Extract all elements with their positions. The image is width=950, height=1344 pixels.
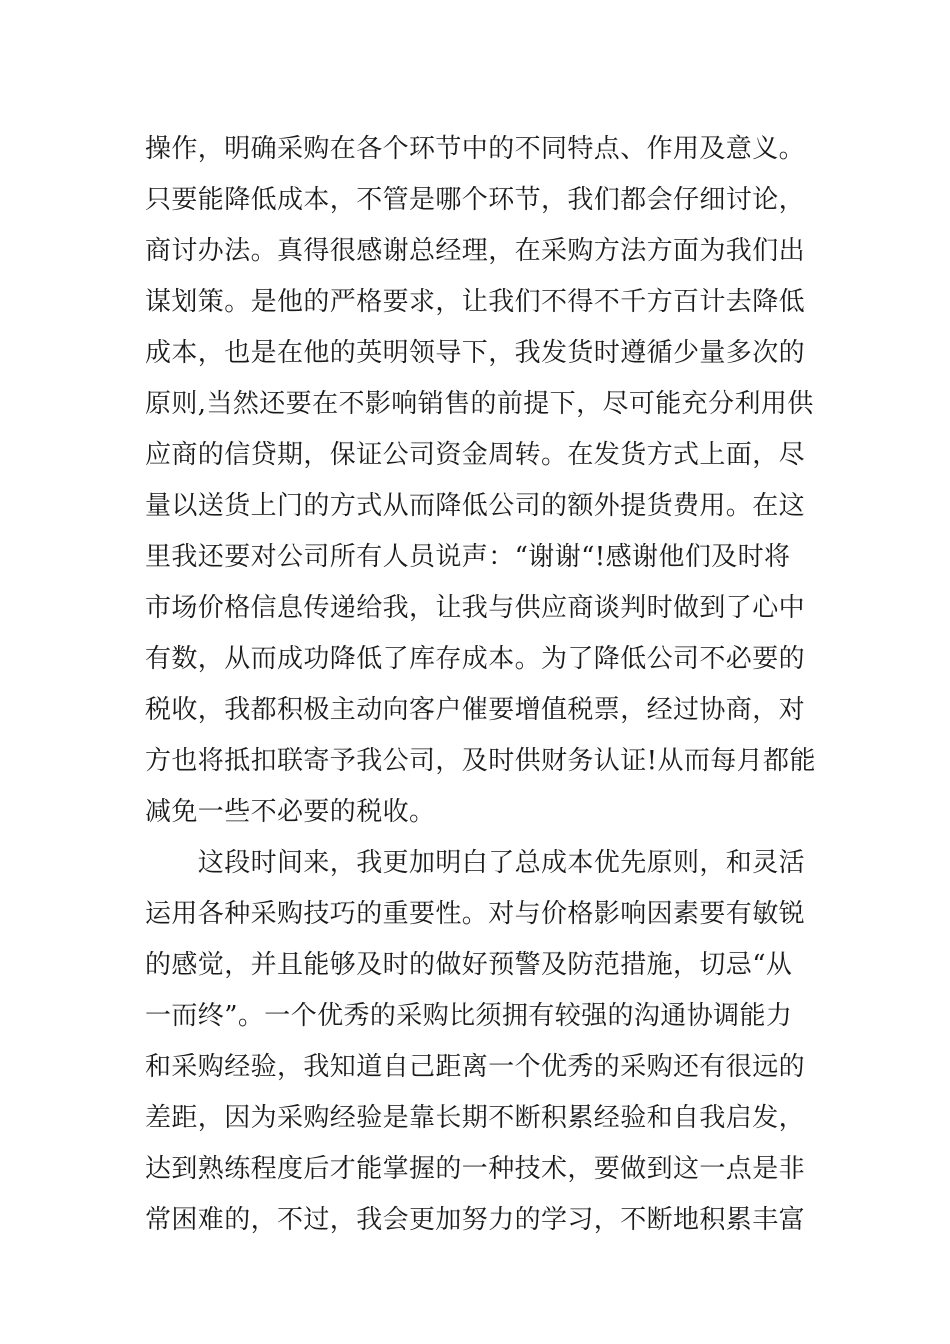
- text-line: 减免一些不必要的税收。: [145, 797, 436, 827]
- text-line: 市场价格信息传递给我，让我与供应商谈判时做到了心中: [145, 593, 806, 623]
- text-line: 量以送货上门的方式从而降低公司的额外提货费用。在这: [145, 491, 806, 521]
- text-line: 运用各种采购技巧的重要性。对与价格影响因素要有敏锐: [145, 899, 806, 929]
- body-text: [145, 124, 816, 1246]
- text-line: 的感觉，并且能够及时的做好预警及防范措施，切忌“从: [145, 950, 793, 980]
- text-line: 差距，因为采购经验是靠长期不断积累经验和自我启发，: [145, 1103, 806, 1133]
- text-line: 应商的信贷期，保证公司资金周转。在发货方式上面，尽: [145, 440, 806, 470]
- paragraph-start-line: 这段时间来，我更加明白了总成本优先原则，和灵活: [145, 848, 806, 878]
- text-line: 税收，我都积极主动向客户催要增值税票，经过协商，对: [145, 695, 806, 725]
- text-line: 和采购经验，我知道自己距离一个优秀的采购还有很远的: [145, 1052, 806, 1082]
- text-line: 达到熟练程度后才能掌握的一种技术，要做到这一点是非: [145, 1154, 806, 1184]
- text-line: 只要能降低成本，不管是哪个环节，我们都会仔细讨论，: [145, 185, 806, 215]
- text-line: 操作，明确采购在各个环节中的不同特点、作用及意义。: [145, 134, 806, 164]
- text-line: 原则,当然还要在不影响销售的前提下，尽可能充分利用供: [145, 389, 814, 419]
- text-line: 常困难的，不过，我会更加努力的学习，不断地积累丰富: [145, 1205, 806, 1235]
- text-line: 谋划策。是他的严格要求，让我们不得不千方百计去降低: [145, 287, 806, 317]
- text-line: 里我还要对公司所有人员说声：“谢谢“!感谢他们及时将: [145, 542, 791, 572]
- text-line: 商讨办法。真得很感谢总经理，在采购方法方面为我们出: [145, 236, 806, 266]
- text-line: 一而终”。一个优秀的采购比须拥有较强的沟通协调能力: [145, 1001, 793, 1031]
- text-line: 方也将抵扣联寄予我公司，及时供财务认证!从而每月都能: [145, 746, 816, 776]
- text-line: 成本，也是在他的英明领导下，我发货时遵循少量多次的: [145, 338, 806, 368]
- text-line: 有数，从而成功降低了库存成本。为了降低公司不必要的: [145, 644, 806, 674]
